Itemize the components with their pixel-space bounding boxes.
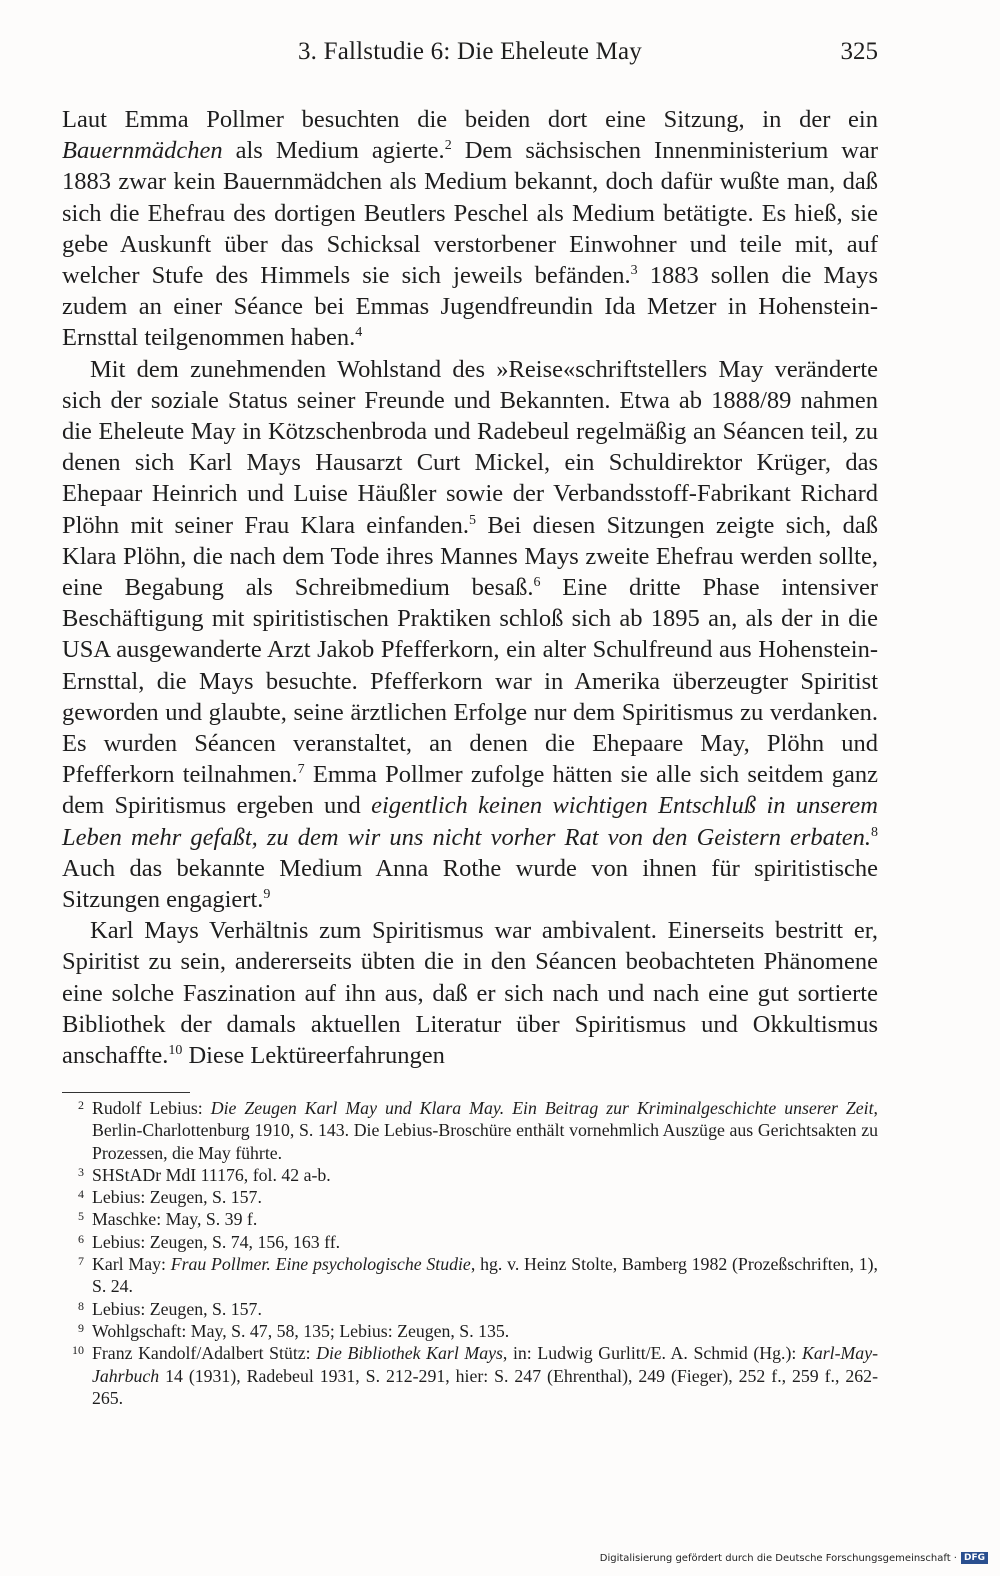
footnote [62, 1231, 878, 1253]
text-run: Lebius: Zeugen, S. 157. [92, 1298, 262, 1319]
footnote [62, 1320, 878, 1342]
footnote-ref[interactable]: 10 [168, 1043, 183, 1059]
paragraph-3 [62, 915, 878, 1071]
text-run: Lebius: Zeugen, S. 157. [92, 1187, 262, 1208]
footnote-number: 5 [78, 1209, 84, 1224]
text-run: 1883 sollen die Mays zudem an einer Séance bei Emmas Jugendfreundin Ida Metzer in Hohenstein-Ernsttal teilgenommen haben. [62, 262, 878, 352]
text-run: Bei diesen Sitzungen zeigte sich, daß Klara Plöhn, die nach dem Tode ihres Mannes Mays zweite Ehefrau werden sollte, eine Begabung als Schreibmedium besaß. [62, 511, 878, 602]
footnote [62, 1186, 878, 1208]
dfg-logo: DFG [961, 1552, 988, 1564]
text-run: Maschke: May, S. 39 f. [92, 1209, 258, 1230]
footnote-number: 4 [78, 1187, 84, 1202]
text-run: Emma Pollmer zufolge hätten sie alle sich seitdem ganz dem Spiritismus ergeben und [62, 761, 878, 820]
footnote-ref[interactable]: 2 [444, 138, 452, 154]
text-run: 14 (1931), Radebeul 1931, S. 212-291, hier: S. 247 (Ehrenthal), 249 (Fieger), 252 f., 259 f., 262-265. [92, 1365, 878, 1408]
italic-quote: eigentlich keinen wichtigen Entschluß in unserem Leben mehr gefaßt, zu dem wir uns nicht vorher Rat von den Geistern erbaten. [62, 792, 878, 851]
text-run: Auch das bekannte Medium Anna Rothe wurde von ihnen für spiritistische Sitzungen engagiert. [62, 854, 878, 914]
text-run: SHStADr MdI 11176, fol. 42 a-b. [92, 1164, 331, 1185]
italic-title: Die Zeugen Karl May und Klara May. Ein Beitrag zur Kriminalgeschichte unserer Zeit [210, 1098, 874, 1118]
italic-title: Die Bibliothek Karl Mays [316, 1343, 503, 1364]
italic-title: Karl-May-Jahrbuch [92, 1343, 879, 1386]
footer-text: Digitalisierung gefördert durch die Deutsche Forschungsgemeinschaft · [599, 1552, 957, 1564]
text-run: Karl Mays Verhältnis zum Spiritismus war ambivalent. Einerseits bestritt er, Spiritist zu sein, andererseits übten die in den Séancen beobachteten Phänomene eine solche Faszination auf ihn aus, daß er sich nach und nach eine gut sortierte Bibliothek der damals aktuellen Literatur über Spiritismus und Okkultismus anschaffte. [62, 917, 878, 1070]
footnote-divider [62, 1092, 190, 1093]
footnote-ref[interactable]: 4 [355, 325, 363, 341]
text-run: Dem sächsischen Innenministerium war 1883 zwar kein Bauernmädchen als Medium bekannt, doch dafür wußte man, daß sich die Ehefrau des dortigen Beutlers Peschel als Medium betätigte. Es hieß, sie gebe Auskunft über das Schicksal verstorbener Einwohner und teile mit, auf welcher Stufe des Himmels sie sich jeweils befänden. [62, 137, 879, 290]
footnote-number: 7 [78, 1254, 84, 1269]
text-run: Lebius: Zeugen, S. 74, 156, 163 ff. [92, 1231, 341, 1252]
footnote [62, 1342, 878, 1409]
text-run: als Medium agierte. [222, 137, 445, 165]
footnote-number: 8 [78, 1298, 84, 1313]
footnote-number: 9 [78, 1320, 84, 1335]
page-header [62, 38, 878, 72]
footnote [62, 1164, 878, 1186]
footnote-ref[interactable]: 3 [630, 263, 638, 279]
footnote-number: 3 [78, 1164, 84, 1179]
text-run: Mit dem zunehmenden Wohlstand des »Reise«schriftstellers May veränderte sich der soziale Status seiner Freunde und Bekannten. Etwa ab 1888/89 nahmen die Eheleute May in Kötzschenbroda und Radebeul regelmäßig an Séancen teil, zu denen sich Karl Mays Hausarzt Curt Mickel, ein Schuldirektor Krüger, das Ehepaar Heinrich und Luise Häußler sowie der Verbandsstoff-Fabrikant Richard Plöhn mit seiner Frau Klara einfanden. [62, 355, 878, 539]
footnote-number: 10 [72, 1343, 84, 1358]
footnote-number: 2 [78, 1098, 84, 1112]
text-run: , Berlin-Charlottenburg 1910, S. 143. Die Lebius-Broschüre enthält vornehmlich Auszüge aus Gerichtsakten zu Prozessen, die May führte. [92, 1098, 878, 1163]
text-run: Wohlgschaft: May, S. 47, 58, 135; Lebius: Zeugen, S. 135. [92, 1320, 510, 1341]
footnote [62, 1208, 878, 1230]
footnote [62, 1298, 878, 1320]
footnote [62, 1097, 878, 1164]
footnote-number: 6 [78, 1231, 84, 1246]
footnote-ref[interactable]: 8 [871, 824, 878, 840]
text-run: Eine dritte Phase intensiver Beschäftigung mit spiritistischen Praktiken schloß sich ab 1895 an, als der in die USA ausgewanderte Arzt Jakob Pfefferkorn, ein alter Schulfreund aus Hohenstein-Ernsttal, die Mays besuchte. Pfefferkorn war in Amerika überzeugter Spiritist geworden und glaubte, seine ärztlichen Erfolge nur dem Spiritismus zu verdanken. Es wurden Séancen veranstaltet, an denen die Ehepaare May, Plöhn und Pfefferkorn teilnahmen. [62, 574, 878, 789]
paragraph-2 [62, 354, 878, 916]
text-run: Diese Lektüreerfahrungen [182, 1042, 445, 1070]
footnote-ref[interactable]: 6 [533, 575, 541, 591]
italic-title: Frau Pollmer. Eine psychologische Studie [170, 1254, 471, 1275]
text-run: Laut Emma Pollmer besuchten die beiden dort eine Sitzung, in der ein [62, 106, 878, 133]
page-number: 325 [840, 38, 878, 65]
footnote-ref[interactable]: 7 [297, 762, 305, 778]
footnote-ref[interactable]: 5 [469, 512, 476, 528]
footnote-ref[interactable]: 9 [263, 887, 271, 903]
digitization-footer [600, 1552, 988, 1564]
running-head: 3. Fallstudie 6: Die Eheleute May [297, 38, 643, 65]
footnote [62, 1253, 878, 1298]
italic-text: Bauernmädchen [62, 137, 223, 165]
main-text [62, 104, 878, 1071]
text-run: Karl May: [92, 1254, 171, 1275]
text-run: , hg. v. Heinz Stolte, Bamberg 1982 (Prozeßschriften, 1), S. 24. [92, 1254, 879, 1297]
paragraph-1 [62, 104, 878, 354]
text-run: Rudolf Lebius: [92, 1098, 211, 1118]
text-run: , in: Ludwig Gurlitt/E. A. Schmid (Hg.): [502, 1343, 802, 1364]
footnotes [62, 1097, 878, 1409]
text-run: Franz Kandolf/Adalbert Stütz: [92, 1343, 317, 1364]
